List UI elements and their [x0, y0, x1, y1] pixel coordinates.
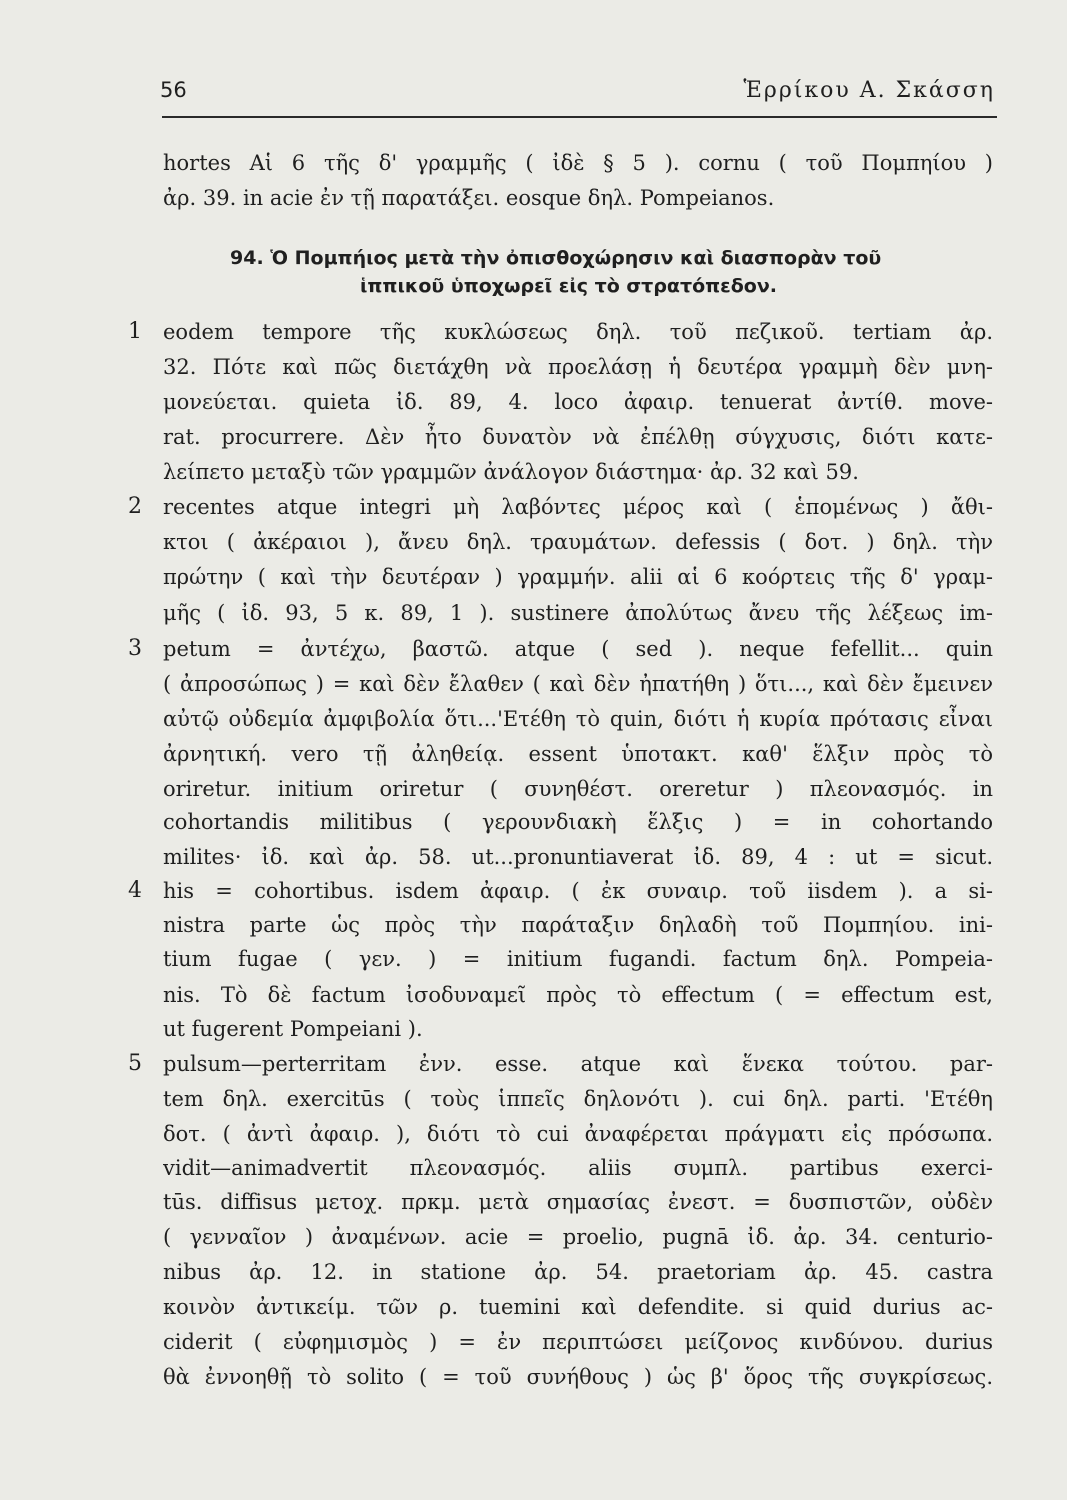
text-line: δοτ. ( ἀντὶ ἀφαιρ. ), διότι τὸ cui ἀναφέρεται πράγματι εἰς πρόσωπα. — [163, 1122, 993, 1146]
text-line: nibus ἀρ. 12. in statione ἀρ. 54. praetoriam ἀρ. 45. castra — [163, 1260, 993, 1284]
text-line: μονεύεται. quieta ἰδ. 89, 4. loco ἀφαιρ. tenuerat ἀντίθ. move- — [163, 390, 993, 414]
margin-number: 3 — [128, 636, 142, 661]
text-line: his = cohortibus. isdem ἀφαιρ. ( ἐκ συναιρ. τοῦ iisdem ). a si- — [163, 879, 993, 903]
text-line: tem δηλ. exercitūs ( τοὺς ἱππεῖς δηλονότι ). cui δηλ. parti. 'Ετέθη — [163, 1087, 993, 1111]
text-line: oriretur. initium oriretur ( συνηθέστ. oreretur ) πλεονασμός. in — [163, 777, 993, 801]
page-number: 56 — [160, 78, 187, 102]
margin-number: 2 — [128, 494, 142, 519]
text-line: θὰ ἐννοηθῇ τὸ solito ( = τοῦ συνήθους ) ὡς β' ὅρος τῆς συγκρίσεως. — [163, 1365, 993, 1389]
text-line: recentes atque integri μὴ λαβόντες μέρος καὶ ( ἑπομένως ) ἄθι- — [163, 495, 993, 519]
text-line: αὐτῷ οὐδεμία ἀμφιβολία ὅτι...'Ετέθη τὸ quin, διότι ἡ κυρία πρότασις εἶναι — [163, 707, 993, 731]
header-rule — [162, 116, 997, 118]
text-line: ut fugerent Pompeiani ). — [163, 1017, 423, 1041]
text-line: eodem tempore τῆς κυκλώσεως δηλ. τοῦ πεζικοῦ. tertiam ἀρ. — [163, 320, 993, 344]
running-title: Ἑρρίκου Α. Σκάσση — [743, 78, 995, 103]
margin-number: 4 — [128, 878, 142, 903]
text-line: milites· ἰδ. καὶ ἀρ. 58. ut...pronuntiaverat ἰδ. 89, 4 : ut = sicut. — [163, 845, 993, 869]
text-line: 32. Πότε καὶ πῶς διετάχθη νὰ προελάσῃ ἡ δευτέρα γραμμὴ δὲν μνη- — [163, 355, 993, 379]
text-line: κτοι ( ἀκέραιοι ), ἄνευ δηλ. τραυμάτων. defessis ( δοτ. ) δηλ. τὴν — [163, 530, 993, 554]
margin-number: 1 — [128, 319, 142, 344]
text-line: μῆς ( ἰδ. 93, 5 κ. 89, 1 ). sustinere ἀπολύτως ἄνευ τῆς λέξεως im- — [163, 601, 993, 625]
text-line: vidit—animadvertit πλεονασμός. aliis συμπλ. partibus exerci- — [163, 1156, 993, 1180]
text-line: pulsum—perterritam ἐνν. esse. atque καὶ ἕνεκα τούτου. par- — [163, 1052, 993, 1076]
text-line: nis. Τὸ δὲ factum ἰσοδυναμεῖ πρὸς τὸ effectum ( = effectum est, — [163, 983, 993, 1007]
text-line: rat. procurrere. Δὲν ἦτο δυνατὸν νὰ ἐπέλθῃ σύγχυσις, διότι κατε- — [163, 425, 993, 449]
text-line: cohortandis militibus ( γερουνδιακὴ ἕλξις ) = in cohortando — [163, 810, 993, 834]
section-heading-line-2: ἱππικοῦ ὑποχωρεῖ εἰς τὸ στρατόπεδον. — [360, 275, 778, 297]
margin-number: 5 — [128, 1051, 142, 1076]
text-line: petum = ἀντέχω, βαστῶ. atque ( sed ). neque fefellit... quin — [163, 637, 993, 661]
text-line: tium fugae ( γεν. ) = initium fugandi. factum δηλ. Pompeia- — [163, 947, 993, 971]
section-heading-line-1: 94. Ὁ Πομπήιος μετὰ τὴν ὀπισθοχώρησιν καὶ διασπορὰν τοῦ — [230, 247, 882, 269]
text-line: κοινὸν ἀντικείμ. τῶν ρ. tuemini καὶ defendite. si quid durius ac- — [163, 1295, 993, 1319]
text-line: ( γενναῖον ) ἀναμένων. acie = proelio, pugnā ἰδ. ἀρ. 34. centurio- — [163, 1225, 993, 1249]
text-line: ἀρ. 39. in acie ἐν τῇ παρατάξει. eosque δηλ. Pompeianos. — [163, 186, 775, 210]
text-line: λείπετο μεταξὺ τῶν γραμμῶν ἀνάλογον διάστημα· ἀρ. 32 καὶ 59. — [163, 460, 859, 484]
text-line: ciderit ( εὐφημισμὸς ) = ἐν περιπτώσει μείζονος κινδύνου. durius — [163, 1330, 993, 1354]
text-line: hortes Αἱ 6 τῆς δ' γραμμῆς ( ἰδὲ § 5 ). cornu ( τοῦ Πομπηίου ) — [163, 151, 993, 175]
text-line: tūs. diffisus μετοχ. πρκμ. μετὰ σημασίας ἐνεστ. = δυσπιστῶν, οὐδὲν — [163, 1190, 993, 1214]
text-line: nistra parte ὡς πρὸς τὴν παράταξιν δηλαδὴ τοῦ Πομπηίου. ini- — [163, 913, 993, 937]
text-line: ( ἀπροσώπως ) = καὶ δὲν ἔλαθεν ( καὶ δὲν ἠπατήθη ) ὅτι..., καὶ δὲν ἔμεινεν — [163, 672, 993, 696]
text-line: ἀρνητική. vero τῇ ἀληθείᾳ. essent ὑποτακτ. καθ' ἕλξιν πρὸς τὸ — [163, 742, 993, 766]
text-line: πρώτην ( καὶ τὴν δευτέραν ) γραμμήν. alii αἱ 6 κοόρτεις τῆς δ' γραμ- — [163, 565, 993, 589]
